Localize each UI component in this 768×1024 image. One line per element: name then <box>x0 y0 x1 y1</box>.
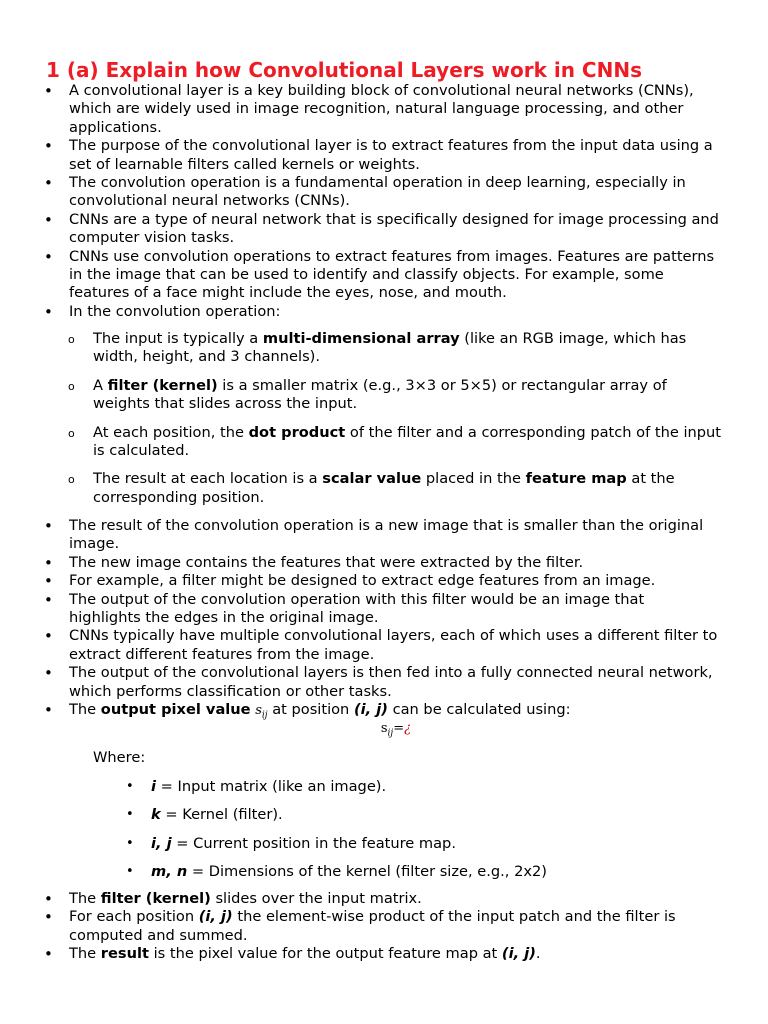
bold-text: output pixel value <box>100 701 251 719</box>
definition-item <box>0 806 768 824</box>
sub-list-item <box>0 330 723 367</box>
definition-item <box>0 778 768 796</box>
list-item: • For example, a filter might be designed to extract edge features from an image. <box>0 572 719 590</box>
bullet-list-intro <box>0 82 768 321</box>
term: k <box>151 806 161 824</box>
text: = Input matrix (like an image). <box>156 778 387 795</box>
text: = Dimensions of the kernel (filter size, e.g., 2x2) <box>187 863 547 881</box>
bold-text: dot product <box>248 423 346 441</box>
definition-item <box>0 863 768 881</box>
term: i, j <box>151 834 172 852</box>
text: The input is typically a <box>93 330 263 347</box>
list-item: • A convolutional layer is a key building block of convolutional neural networks (CNNs), which are widely used in image recognition, natural language processing, and other applications. <box>0 82 719 137</box>
formula: $s_{ij}=¿$ <box>380 721 412 739</box>
page-title: 1 (a) Explain how Convolutional Layers work in CNNs <box>46 58 642 82</box>
list-item: • The result is the pixel value for the output feature map at (i, j). <box>0 945 719 963</box>
text: at the corresponding position. <box>93 470 675 506</box>
sub-list-item <box>0 424 723 461</box>
bold-italic-text: (i, j) <box>353 701 388 719</box>
term: i <box>151 778 157 795</box>
list-item: • CNNs are a type of neural network that is specifically designed for image processing and computer vision tasks. <box>0 211 719 248</box>
list-item: • The output of the convolution operation with this filter would be an image that highlights the edges in the original image. <box>0 591 719 628</box>
list-item: • The purpose of the convolutional layer is to extract features from the input data using a set of learnable filters called kernels or weights. <box>0 137 719 174</box>
where-label: Where: <box>93 749 146 766</box>
list-item: • The convolution operation is a fundamental operation in deep learning, especially in convolutional neural networks (CNNs). <box>0 174 719 211</box>
text: (like an RGB image, which has width, height, and 3 channels). <box>93 330 687 366</box>
convolution-steps-list <box>0 320 768 507</box>
list-item: • The filter (kernel) slides over the input matrix. <box>0 890 719 908</box>
text: The <box>69 701 101 719</box>
text: = Kernel (filter). <box>160 806 283 824</box>
bold-text: multi-dimensional array <box>262 330 460 347</box>
list-item: • In the convolution operation: <box>0 303 719 321</box>
text: at position <box>267 701 354 719</box>
sub-list-item <box>0 470 723 507</box>
list-item: • The new image contains the features that were extracted by the filter. <box>0 554 719 572</box>
definitions-list <box>0 768 768 882</box>
list-item: • CNNs use convolution operations to extract features from images. Features are patterns in the image that can be used to identify and classify objects. For example, some features of a face might include the eyes, nose, and mouth. <box>0 248 719 303</box>
formula-rhs: ¿ <box>404 721 412 736</box>
text: is a smaller matrix (e.g., 3×3 or 5×5) or rectangular array of weights that slides across the input. <box>93 376 667 413</box>
bold-text: filter (kernel) <box>107 376 218 394</box>
text: = Current position in the feature map. <box>171 834 456 852</box>
definition-item <box>0 835 768 853</box>
text: A <box>93 376 108 394</box>
list-item: • The output of the convolutional layers is then fed into a fully connected neural network, which performs classification or other tasks. <box>0 664 719 701</box>
bullet-list-final <box>0 890 768 964</box>
list-item: • CNNs typically have multiple convolutional layers, each of which uses a different filter to extract different features from the image. <box>0 627 719 664</box>
text: placed in the <box>421 470 526 488</box>
bullet-list-results <box>0 517 768 725</box>
text: of the filter and a corresponding patch of the input is calculated. <box>93 423 722 460</box>
term: m, n <box>151 863 188 881</box>
bold-text: feature map <box>525 470 627 488</box>
list-item: • For each position (i, j) the element-wise product of the input patch and the filter is computed and summed. <box>0 908 719 945</box>
sub-list-item <box>0 377 723 414</box>
text: At each position, the <box>93 423 249 441</box>
text: The result at each location is a <box>93 470 323 488</box>
bold-text: scalar value <box>322 470 422 488</box>
text: can be calculated using: <box>387 701 571 719</box>
math-symbol: $s_{ij}$ <box>255 703 268 721</box>
list-item: • The result of the convolution operation is a new image that is smaller than the original image. <box>0 517 719 554</box>
